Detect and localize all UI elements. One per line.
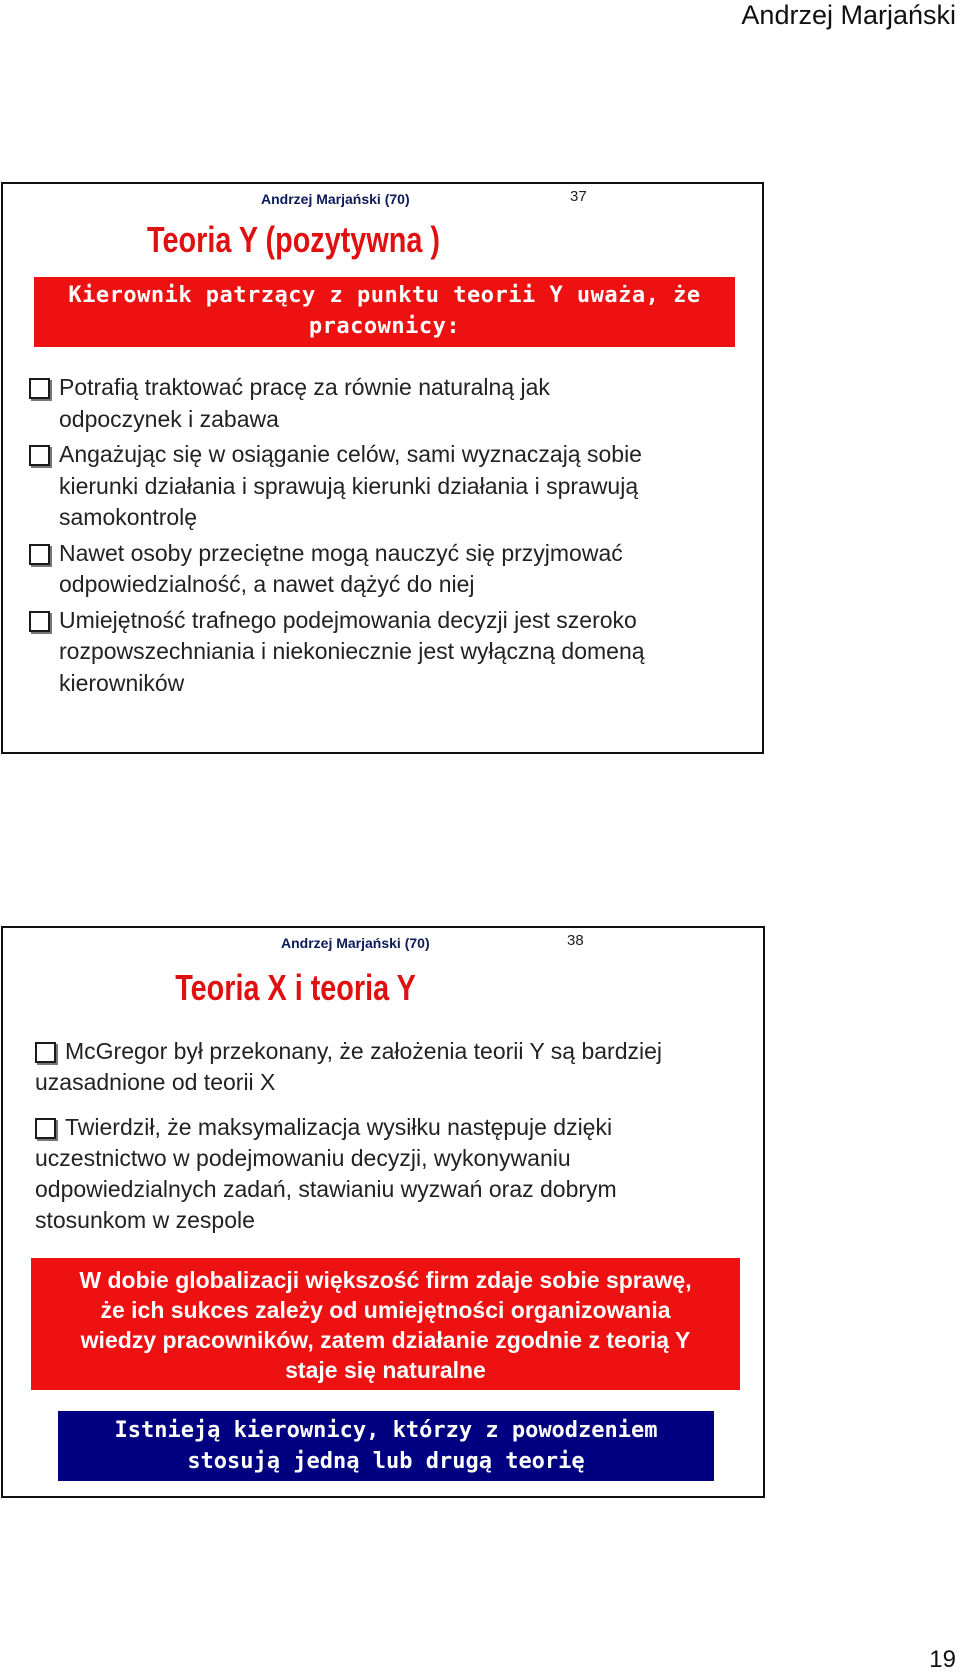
list-item-line: uczestnictwo w podejmowaniu decyzji, wykonywaniu	[35, 1145, 571, 1171]
list-item-line: kierowników	[59, 669, 185, 696]
managers-banner	[58, 1411, 714, 1481]
checkbox-bullet-icon	[29, 378, 50, 399]
list-item	[35, 1036, 755, 1098]
slide-38	[1, 926, 765, 1498]
manager-view-banner	[34, 277, 735, 347]
banner-line: stosują jedną lub drugą teorię	[187, 1449, 585, 1474]
banner-line: staje się naturalne	[285, 1357, 486, 1383]
list-item-line: uzasadnione od teorii X	[35, 1069, 276, 1095]
checkbox-bullet-icon	[29, 611, 50, 632]
checkbox-bullet-icon	[35, 1042, 56, 1063]
checkbox-bullet-icon	[35, 1118, 56, 1139]
list-item-line: stosunkom w zespole	[35, 1207, 255, 1233]
slide-author: Andrzej Marjański (70)	[281, 935, 430, 951]
list-item-line: Potrafią traktować pracę za równie naturalną jak	[59, 374, 550, 400]
page-number: 19	[929, 1646, 956, 1673]
banner-line: Istnieją kierownicy, którzy z powodzeniem	[114, 1418, 658, 1443]
checkbox-bullet-icon	[29, 544, 50, 565]
checkbox-bullet-icon	[29, 445, 50, 466]
list-item-line: McGregor był przekonany, że założenia teorii Y są bardziej	[65, 1038, 663, 1064]
list-item-line: Umiejętność trafnego podejmowania decyzji jest szeroko	[59, 606, 637, 633]
slide-number: 38	[567, 932, 584, 949]
list-item	[35, 1112, 755, 1236]
globalization-banner	[31, 1258, 740, 1390]
list-item-line: rozpowszechniania i niekoniecznie jest wyłączną domeną	[59, 638, 645, 664]
slide-37	[1, 182, 764, 754]
slide-title: Teoria X i teoria Y	[175, 967, 416, 1008]
theory-y-bullets	[29, 372, 749, 703]
list-item	[29, 538, 749, 601]
list-item	[29, 372, 749, 435]
banner-line: że ich sukces zależy od umiejętności organizowania	[100, 1297, 671, 1323]
slide-author: Andrzej Marjański (70)	[261, 191, 410, 207]
list-item-line: Twierdził, że maksymalizacja wysiłku następuje dzięki	[65, 1114, 613, 1140]
slide-title: Teoria Y (pozytywna )	[147, 219, 440, 260]
banner-line: Kierownik patrzący z punktu teorii Y uważa, że	[68, 283, 701, 308]
list-item-line: odpowiedzialnych zadań, stawianiu wyzwań oraz dobrym	[35, 1176, 617, 1202]
list-item-line: Nawet osoby przeciętne mogą nauczyć się przyjmować	[59, 539, 623, 566]
list-item-line: kierunki działania i sprawują kierunki działania i sprawują	[59, 472, 639, 499]
list-item	[29, 605, 749, 700]
slide-number: 37	[570, 188, 587, 205]
banner-line: pracownicy:	[308, 314, 461, 339]
page-header-author: Andrzej Marjański	[741, 0, 956, 30]
list-item-line: odpowiedzialność, a nawet dążyć do niej	[59, 571, 475, 597]
list-item-line: samokontrolę	[59, 504, 198, 530]
banner-line: wiedzy pracowników, zatem działanie zgodnie z teorią Y	[80, 1327, 691, 1353]
list-item-line: odpoczynek i zabawa	[59, 405, 279, 432]
list-item	[29, 439, 749, 534]
theory-xy-bullets	[35, 1036, 755, 1250]
list-item-line: Angażując się w osiąganie celów, sami wyznaczają sobie	[59, 441, 642, 467]
banner-line: W dobie globalizacji większość firm zdaje sobie sprawę,	[79, 1267, 692, 1293]
